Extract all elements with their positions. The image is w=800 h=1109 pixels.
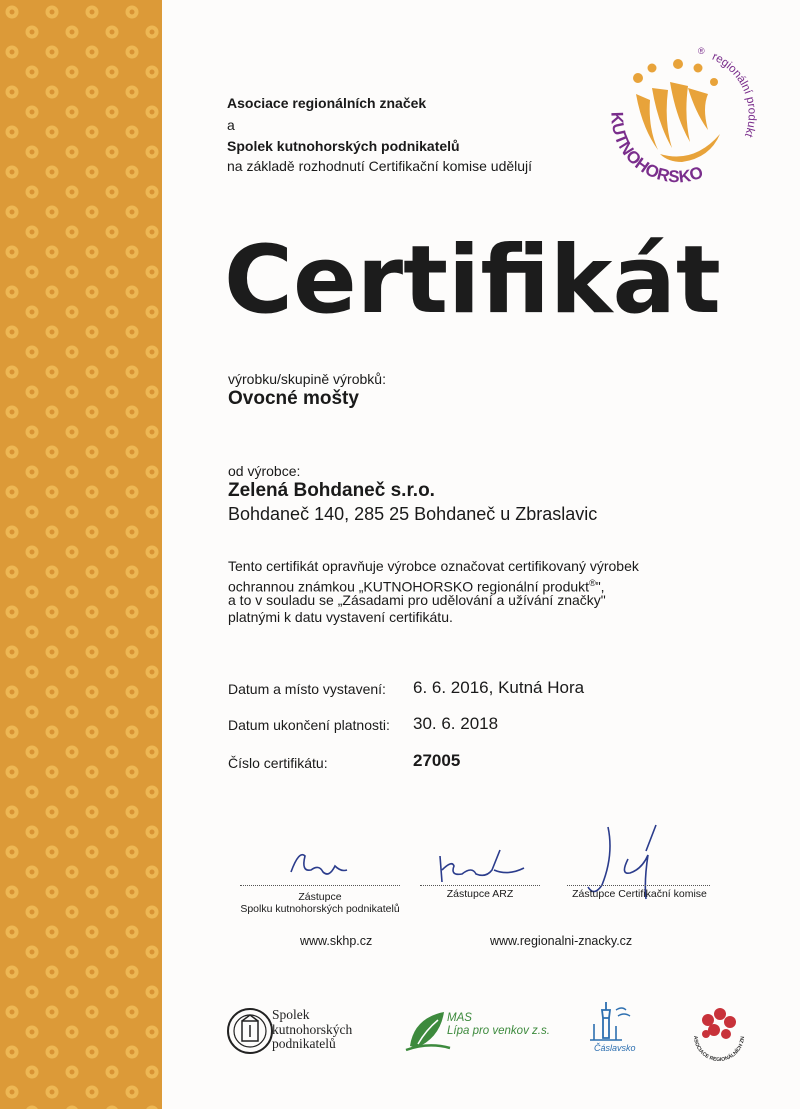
kutnohorsko-logo — [598, 38, 758, 198]
arz-logo — [686, 1000, 752, 1066]
logo-name-text: KUTNOHORSKO — [607, 111, 706, 187]
expiry-date-value: 30. 6. 2018 — [413, 714, 499, 733]
statement-line-1: Tento certifikát opravňuje výrobce označovat certifikovaný výrobek — [228, 558, 639, 574]
url-regionalni-znacky[interactable]: www.regionalni-znacky.cz — [490, 934, 633, 948]
band-pattern — [0, 0, 162, 1109]
caslavsko-logo — [582, 996, 638, 1056]
issuer-conjunction: a — [227, 117, 235, 133]
signature-caption-middle: Zástupce ARZ — [446, 888, 514, 900]
mas-logo-text — [447, 1012, 550, 1038]
signature-spolek — [285, 842, 355, 886]
product-value: Ovocné mošty — [228, 388, 359, 409]
spolek-logo-text — [272, 1008, 352, 1052]
signature-line-middle — [420, 885, 540, 886]
issue-date-value: 6. 6. 2016, Kutná Hora — [413, 678, 585, 697]
spolek-seal-icon — [226, 1007, 274, 1055]
decorative-side-band — [0, 0, 162, 1109]
issuer-decision: na základě rozhodnutí Certifikační komise udělují — [227, 158, 533, 174]
kutnohorsko-emblem — [598, 38, 758, 198]
signature-line-right — [567, 885, 710, 886]
signature-caption-left-1: Zástupce — [298, 891, 342, 903]
url-skhp[interactable]: www.skhp.cz — [300, 934, 373, 948]
signature-arz — [432, 840, 532, 890]
signature-line-left — [240, 885, 400, 886]
caslavsko-text: Čáslavsko — [594, 1043, 636, 1053]
spolek-line-3: podnikatelů — [272, 1036, 336, 1051]
certificate-number-value: 27005 — [413, 751, 461, 770]
spolek-line-1: Spolek — [272, 1007, 310, 1022]
registered-superscript: ® — [589, 578, 596, 588]
logo-registered-mark: ® — [698, 46, 705, 56]
statement-line-4: platnými k datu vystavení certifikátu. — [228, 609, 453, 625]
issuer-spolek: Spolek kutnohorských podnikatelů — [227, 138, 460, 154]
producer-label: od výrobce: — [228, 463, 301, 479]
statement-line-2-end: ", — [595, 578, 605, 595]
spolek-line-2: kutnohorských — [272, 1021, 353, 1037]
producer-name: Zelená Bohdaneč s.r.o. — [228, 480, 435, 501]
logo-tagline-text: regionální produkt — [710, 50, 758, 139]
certificate-title: Certifikát — [224, 226, 721, 335]
signature-caption-right: Zástupce Certifikační komise — [572, 888, 707, 900]
signature-caption-left-2: Spolku kutnohorských podnikatelů — [240, 903, 400, 915]
expiry-date-label: Datum ukončení platnosti: — [228, 717, 390, 733]
statement-line-2-text: ochrannou známkou „KUTNOHORSKO regionální produkt — [228, 578, 590, 595]
certificate-number-label: Číslo certifikátu: — [228, 755, 328, 771]
mas-line-2: Lípa pro venkov z.s. — [447, 1025, 550, 1037]
issue-date-label: Datum a místo vystavení: — [228, 681, 386, 697]
statement-line-3: a to v souladu se „Zásadami pro udělování a užívání značky" — [228, 592, 606, 608]
product-label: výrobku/skupině výrobků: — [228, 371, 386, 387]
producer-address: Bohdaneč 140, 285 25 Bohdaneč u Zbraslavic — [228, 504, 598, 524]
mas-line-1: MAS — [447, 1012, 472, 1024]
arz-logo-text: ASOCIACE REGIONÁLNÍCH ZN — [691, 1035, 747, 1064]
issuer-association: Asociace regionálních značek — [227, 95, 427, 111]
